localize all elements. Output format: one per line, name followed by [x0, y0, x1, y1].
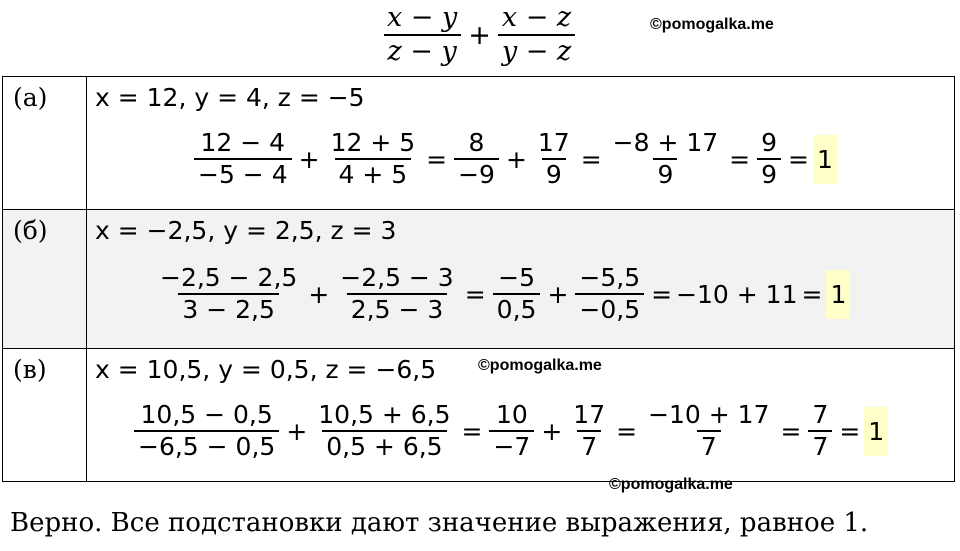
- fraction-numerator: 12 − 4: [200, 127, 286, 157]
- plus-sign: +: [547, 279, 569, 309]
- fraction: [644, 399, 773, 461]
- row-content: [87, 210, 955, 349]
- fraction-numerator: x − z: [501, 1, 572, 33]
- equals-sign: =: [839, 416, 861, 446]
- equals-sign: =: [426, 144, 448, 174]
- fraction: [493, 262, 541, 324]
- fraction: [569, 399, 609, 461]
- substitution-table: [2, 76, 955, 482]
- fraction-denominator: 2,5 − 3: [347, 293, 448, 323]
- fraction-numerator: 10: [496, 399, 528, 429]
- fraction-denominator: 7: [577, 430, 601, 460]
- fraction-denominator: 7: [697, 430, 721, 460]
- fraction-numerator: −2,5 − 2,5: [160, 262, 298, 292]
- fraction-denominator: 9: [542, 158, 566, 188]
- row-content: [87, 77, 955, 210]
- fraction-numerator: 9: [761, 127, 778, 157]
- expression-header: [380, 0, 578, 70]
- fraction: [327, 127, 420, 189]
- equals-sign: =: [801, 279, 823, 309]
- table-row: [3, 77, 955, 210]
- fraction: [156, 262, 301, 324]
- fraction: [454, 127, 499, 189]
- substitution-values: x = −2,5, y = 2,5, z = 3: [95, 216, 397, 245]
- fraction-denominator: y − z: [498, 34, 575, 66]
- fraction-denominator: 9: [757, 158, 781, 188]
- highlighted-result: 1: [813, 135, 837, 184]
- equation-line: [87, 250, 954, 338]
- plus-sign: +: [286, 416, 308, 446]
- fraction-denominator: 3 − 2,5: [178, 293, 279, 323]
- fraction: [757, 127, 781, 189]
- fraction-numerator: −5: [498, 262, 535, 292]
- highlighted-result: 1: [826, 270, 850, 319]
- fraction-denominator: 9: [653, 158, 677, 188]
- plus-sign: +: [468, 19, 491, 51]
- equals-sign: =: [780, 416, 802, 446]
- equals-sign: =: [464, 279, 486, 309]
- highlighted-result: 1: [864, 407, 888, 456]
- fraction: [534, 127, 574, 189]
- equals-sign: =: [580, 144, 602, 174]
- header-fraction-2: [498, 1, 575, 67]
- plus-sign: +: [541, 416, 563, 446]
- equals-sign: =: [729, 144, 751, 174]
- plus-sign: +: [308, 279, 330, 309]
- fraction-denominator: −5 − 4: [194, 158, 292, 188]
- plus-sign: +: [505, 144, 527, 174]
- fraction-numerator: −5,5: [579, 262, 641, 292]
- conclusion-text: Верно. Все подстановки дают значение выражения, равное 1.: [10, 508, 869, 538]
- fraction: [609, 127, 723, 189]
- fraction-denominator: 0,5: [493, 293, 541, 323]
- equation-line: [87, 389, 954, 473]
- fraction-denominator: z − y: [384, 34, 461, 66]
- sum-expression: −10 + 11: [676, 279, 798, 309]
- fraction: [336, 262, 457, 324]
- fraction-numerator: 8: [468, 127, 485, 157]
- fraction: [489, 399, 534, 461]
- row-label: (б): [3, 210, 87, 349]
- watermark-top: ©pomogalka.me: [650, 16, 774, 33]
- equals-sign: =: [461, 416, 483, 446]
- fraction-numerator: 17: [573, 399, 606, 429]
- watermark-middle: ©pomogalka.me: [478, 357, 602, 374]
- fraction-numerator: −2,5 − 3: [340, 262, 454, 292]
- fraction-numerator: −10 + 17: [648, 399, 770, 429]
- fraction-denominator: 4 + 5: [335, 158, 412, 188]
- plus-sign: +: [298, 144, 320, 174]
- fraction-denominator: 7: [808, 430, 832, 460]
- fraction-numerator: 17: [537, 127, 570, 157]
- equation-line: [87, 117, 954, 201]
- fraction-denominator: −7: [489, 430, 534, 460]
- substitution-values: x = 10,5, y = 0,5, z = −6,5: [95, 355, 437, 384]
- fraction-numerator: 7: [812, 399, 829, 429]
- fraction-denominator: 0,5 + 6,5: [322, 430, 446, 460]
- fraction: [134, 399, 279, 461]
- table-row: [3, 210, 955, 349]
- header-fraction-1: [383, 1, 461, 67]
- equals-sign: =: [616, 416, 638, 446]
- fraction-numerator: 10,5 + 6,5: [318, 399, 451, 429]
- fraction-denominator: −9: [454, 158, 499, 188]
- fraction: [808, 399, 832, 461]
- equals-sign: =: [651, 279, 673, 309]
- equals-sign: =: [788, 144, 809, 174]
- fraction-denominator: −0,5: [575, 293, 644, 323]
- fraction-numerator: x − y: [387, 1, 458, 33]
- fraction-numerator: −8 + 17: [612, 127, 719, 157]
- row-label: (в): [3, 349, 87, 482]
- row-label: (а): [3, 77, 87, 210]
- watermark-bottom: ©pomogalka.me: [609, 476, 733, 493]
- fraction-denominator: −6,5 − 0,5: [134, 430, 279, 460]
- fraction: [575, 262, 644, 324]
- fraction-numerator: 12 + 5: [330, 127, 416, 157]
- substitution-values: x = 12, y = 4, z = −5: [95, 83, 365, 112]
- fraction: [314, 399, 454, 461]
- fraction: [194, 127, 292, 189]
- fraction-numerator: 10,5 − 0,5: [140, 399, 273, 429]
